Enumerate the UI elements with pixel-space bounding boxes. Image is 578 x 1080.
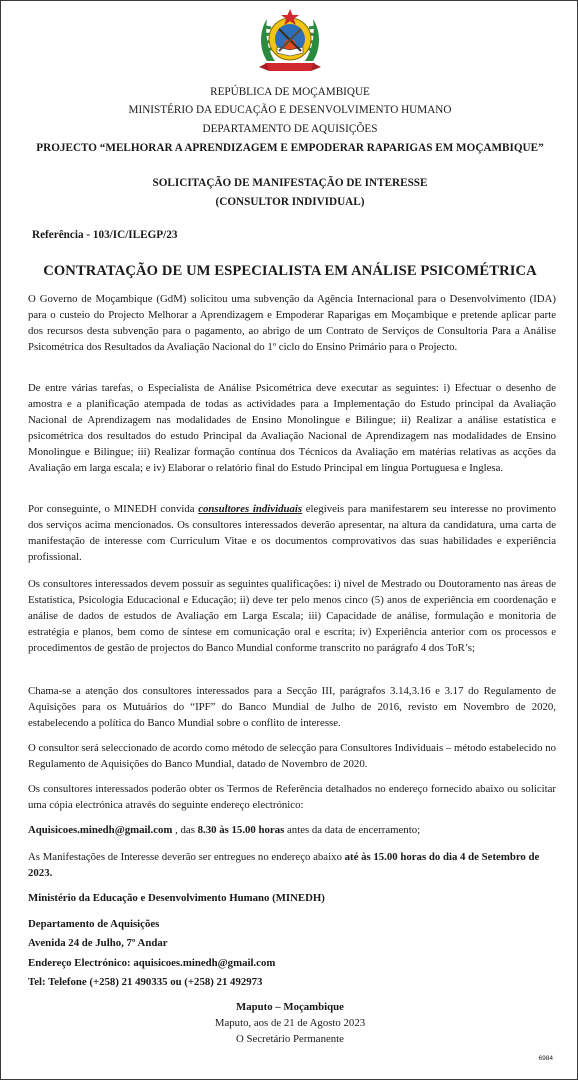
footer-signatory: O Secretário Permanente (236, 1033, 344, 1045)
contact-ministry: Ministério da Educação e Desenvolvimento Humano (MINEDH) (28, 892, 325, 904)
department-heading: DEPARTAMENTO DE AQUISIÇÕES (202, 123, 378, 135)
republic-heading: REPÚBLICA DE MOÇAMBIQUE (210, 86, 370, 98)
paragraph-tasks: De entre várias tarefas, o Especialista de Análise Psicométrica deve executar as seguintes: i) Efectuar o desenho de amostra e a planificação atempada de todas as actividades para a Implementação do Estudo principal da Avaliação Nacional de Aprendizagem nas modalidades de Ensino Monolingue e Bilingue; ii) Realizar a análise estatística e psicométrica dos resultados do estudo Principal da Avaliação Nacional de Aprendizagem nas modalidades de Ensino Monolingue e Bilingue; iii) Realizar formação contínua dos Técnicos da Avaliação em matérias relativas as acções da Avaliação em larga escala; e iv) Elaborar o relatório final do Estudo Principal em língua Portuguesa e Inglesa. (28, 382, 556, 474)
contact-email[interactable]: Endereço Electrónico: aquisicoes.minedh@gmail.com (28, 957, 276, 969)
paragraph-qualifications: Os consultores interessados devem possuir as seguintes qualificações: i) nível de Mestrado ou Doutoramento nas áreas de Estatística, Psicologia Educacional e Educação; ii) deve ter pelo menos cinco (5) anos de experiência em coordenação e análise de dados de estudos de Avaliação em Larga Escala; iii) Capacidade de análise, formulação e monitoria de estratégia e planos, bem como de síntese em comunicação oral e escrita; iv) Experiência anterior com os processos e procedimentos de gestão de projectos do Banco Mundial conforme transcrito no parágrafo 4 dos ToR’s; (28, 578, 556, 654)
paragraph-deadline (28, 849, 556, 881)
notice-title: CONTRATAÇÃO DE UM ESPECIALISTA EM ANÁLISE PSICOMÉTRICA (43, 263, 537, 279)
paragraph-grant: O Governo de Moçambique (GdM) solicitou uma subvenção da Agência Internacional para o Desenvolvimento (IDA) para o custeio do Projecto Melhorar a Aprendizagem e Empoderar Raparigas em Moçambique e pretende aplicar parte dos recursos desta subvenção para o pagamento, ao abrigo de um Contrato de Serviços de Consultoria Para a Análise Psicométrica dos Resultados da Avaliação Nacional do 1º ciclo do Ensino Primário para o Projecto. (28, 293, 556, 353)
publication-code: 6984 (538, 1055, 553, 1062)
paragraph-selection-method: O consultor será seleccionado de acordo como método de selecção para Consultores Individuais – método estabelecido no Regulamento de Aquisições do Banco Mundial, datado de Novembro de 2020. (28, 742, 556, 770)
invitation-emphasis: consultores individuais (198, 503, 303, 515)
paragraph-terms-of-reference: Os consultores interessados poderão obter os Termos de Referência detalhados no endereço fornecido abaixo ou solicitar uma cópia electrónica através do seguinte endereço electrónico: (28, 783, 556, 811)
contact-address: Avenida 24 de Julho, 7º Andar (28, 937, 168, 949)
paragraph-conflict-of-interest: Chama-se a atenção dos consultores interessados para a Secção III, parágrafos 3.14,3.16 e 3.17 do Regulamento de Aquisições para os Mutuários do “IPF” do Banco Mundial de Julho de 2016, revisto em Novembro de 2020, estabelecendo a política do Banco Mundial sobre o conflito de interesse. (28, 685, 556, 729)
contact-email-link[interactable]: Aquisicoes.minedh@gmail.com (28, 824, 173, 836)
contact-phone: Tel: Telefone (+258) 21 490335 ou (+258) 21 492973 (28, 976, 263, 988)
invitation-text-start: Por conseguinte, o MINEDH convida (28, 503, 199, 515)
email-hours-separator: , das (172, 824, 198, 836)
reference-number: Referência - 103/IC/ILEGP/23 (32, 229, 178, 241)
invitation-text-end: elegíveis para manifestarem seu interesse no provimento dos serviços acima mencionados. Os consultores interessados deverão apresentar, na altura da candidatura, uma carta de manifestação de interesse com Curriculum Vitae e os documentos comprovativos das suas habilidades e experiência profissional. (28, 503, 557, 563)
contact-department: Departamento de Aquisições (28, 918, 160, 930)
solicitation-heading: SOLICITAÇÃO DE MANIFESTAÇÃO DE INTERESSE (152, 177, 428, 189)
email-hours-closing: antes da data de encerramento; (284, 824, 421, 836)
deadline-date: até às 15.00 horas do dia 4 de Setembro de 2023. (28, 851, 540, 879)
ministry-heading: MINISTÉRIO DA EDUCAÇÃO E DESENVOLVIMENTO HUMANO (128, 104, 452, 116)
office-hours: 8.30 às 15.00 horas (197, 824, 285, 836)
project-heading: PROJECTO “MELHORAR A APRENDIZAGEM E EMPODERAR RAPARIGAS EM MOÇAMBIQUE” (36, 142, 544, 154)
paragraph-email-hours (28, 822, 556, 838)
deadline-text: As Manifestações de Interesse deverão ser entregues no endereço abaixo (28, 851, 345, 863)
footer-place: Maputo – Moçambique (236, 1001, 344, 1013)
coat-of-arms-icon (257, 5, 323, 75)
consultant-type-heading: (CONSULTOR INDIVIDUAL) (215, 196, 365, 208)
footer-date: Maputo, aos de 21 de Agosto 2023 (214, 1017, 366, 1029)
paragraph-invitation (28, 501, 556, 565)
